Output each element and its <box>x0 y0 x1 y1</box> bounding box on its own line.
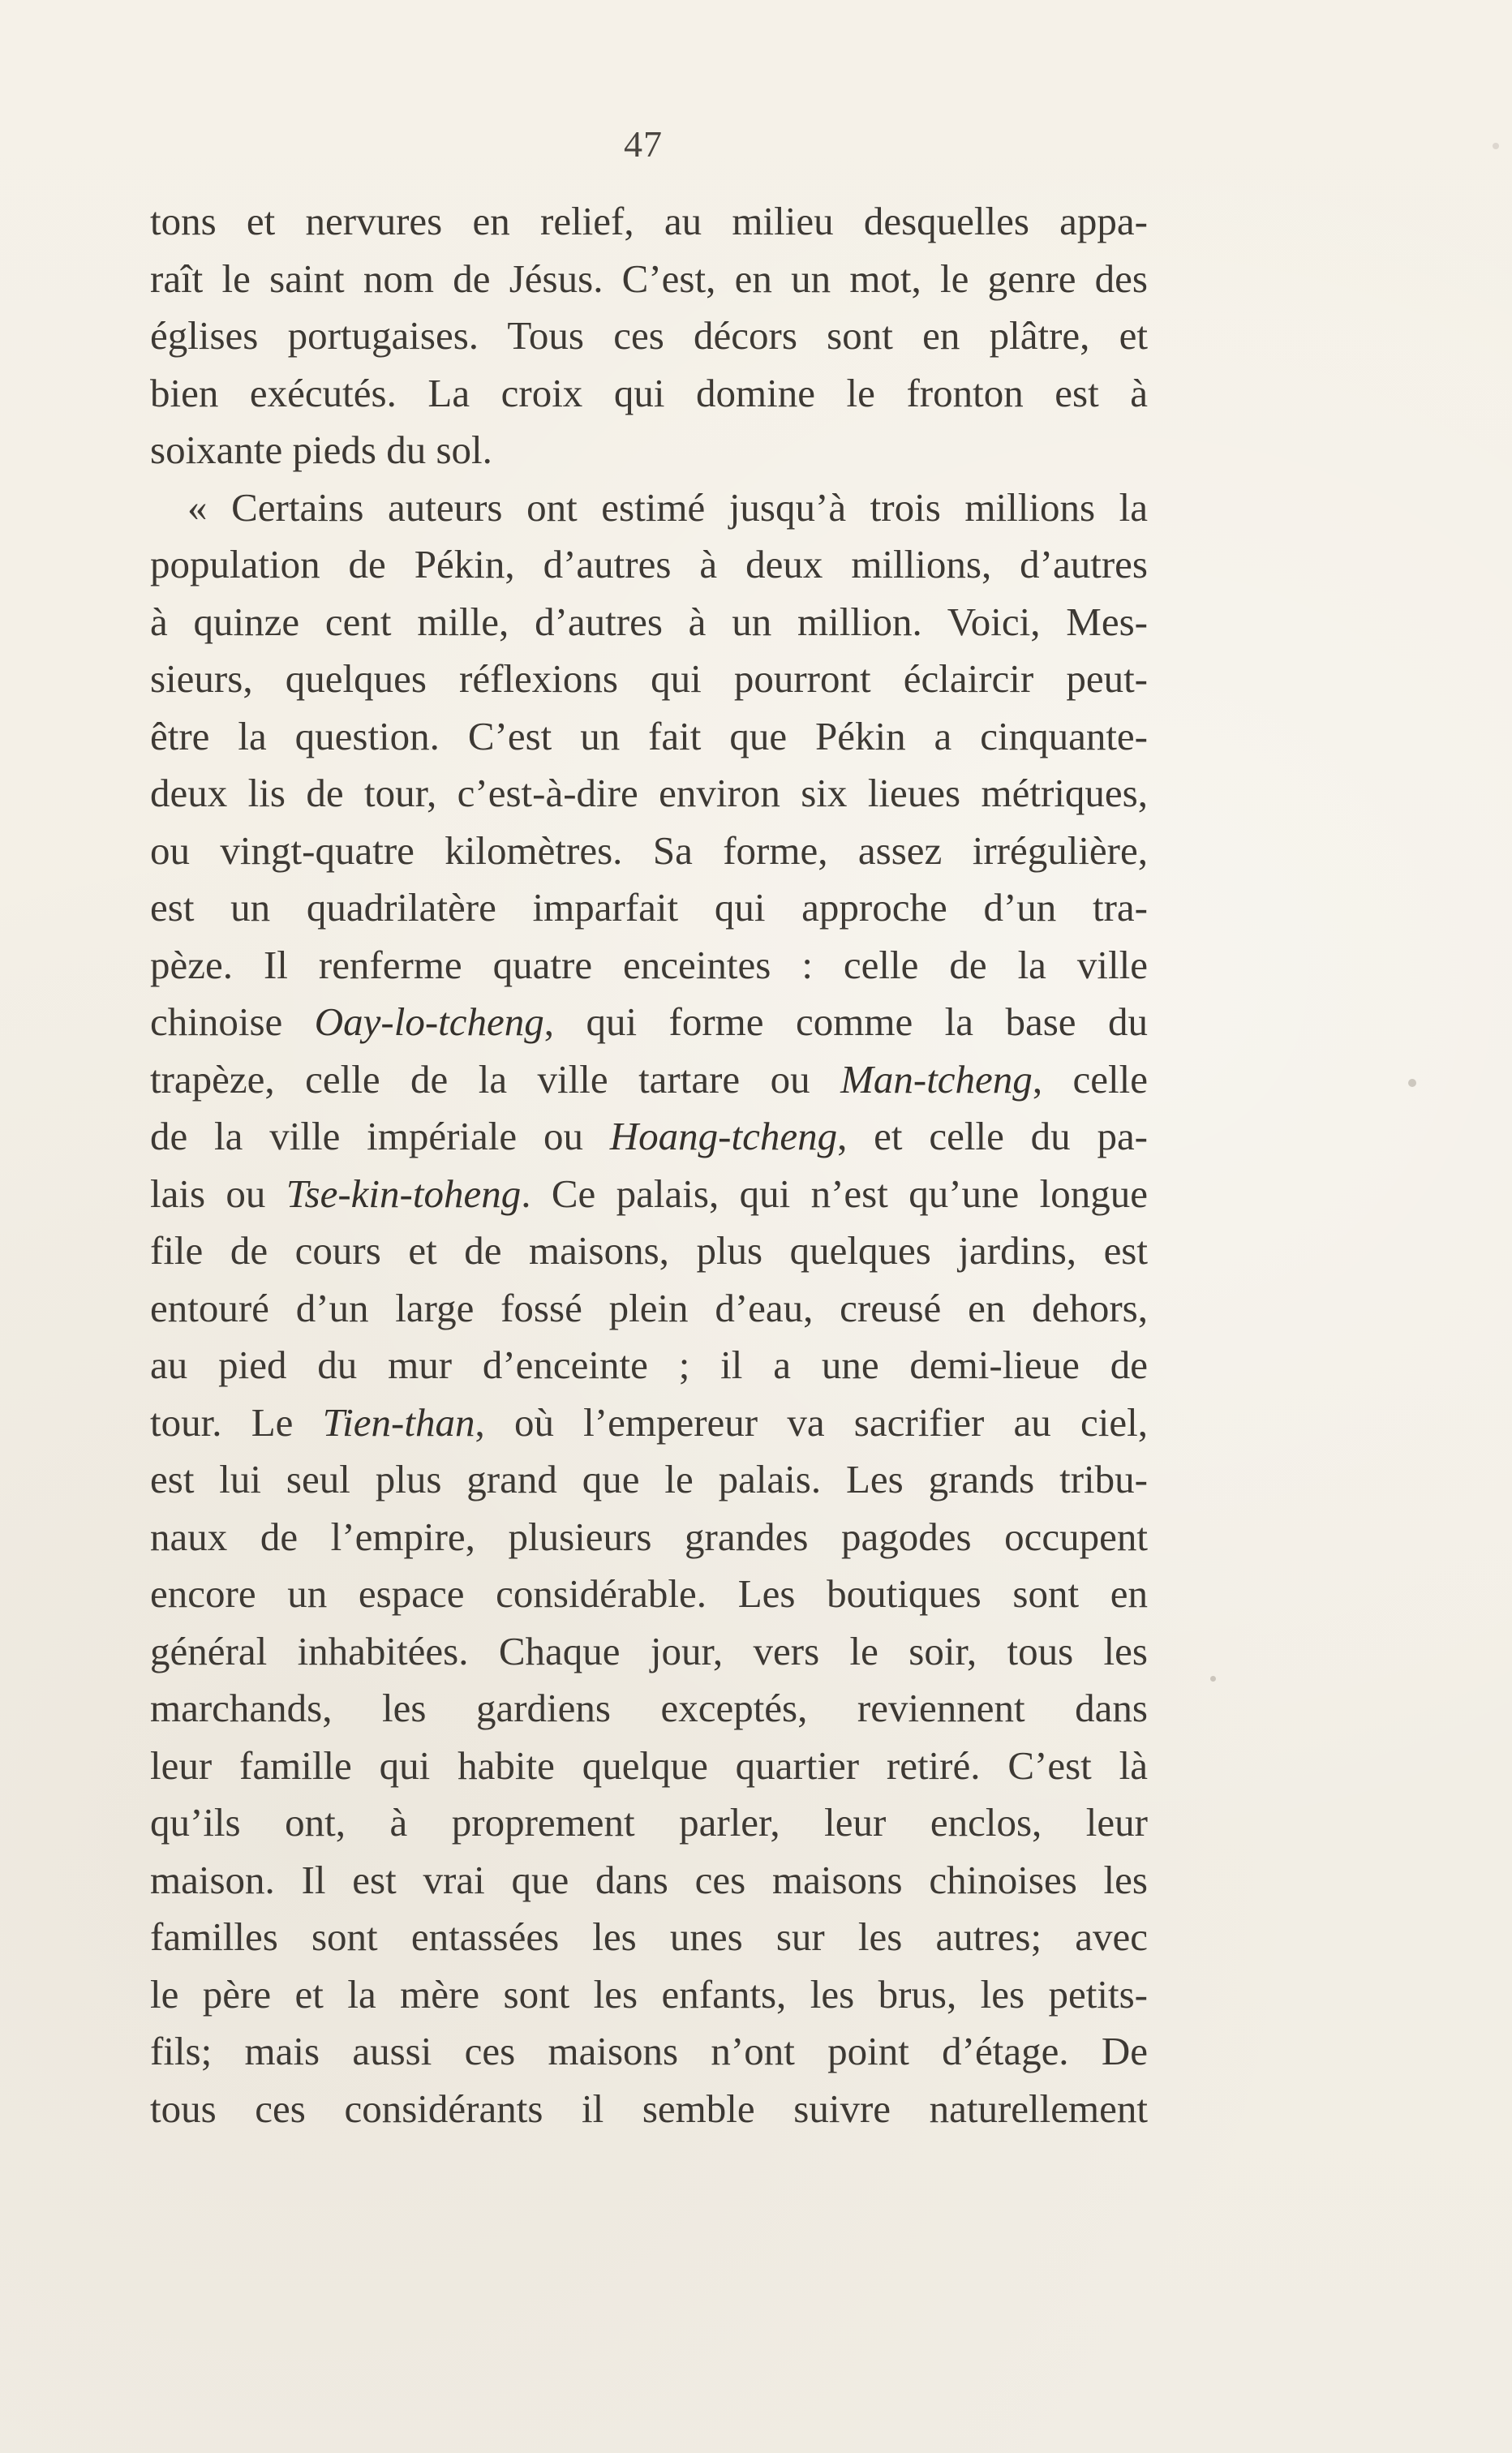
text-line <box>150 1509 1148 1566</box>
text-run: tous ces considérants il semble suivre naturellement <box>150 2086 1148 2131</box>
text-run: églises portugaises. Tous ces décors sont en plâtre, et <box>150 313 1148 358</box>
text-line <box>150 1166 1148 1223</box>
text-run: lais ou <box>150 1171 286 1216</box>
text-line <box>150 1852 1148 1910</box>
text-line <box>150 2023 1148 2081</box>
text-run: trapèze, celle de la ville tartare ou <box>150 1056 841 1102</box>
paper-speck <box>1210 1676 1216 1682</box>
text-line <box>150 1909 1148 1966</box>
text-line <box>150 1451 1148 1509</box>
text-line <box>150 1222 1148 1280</box>
text-line <box>150 879 1148 937</box>
text-line <box>150 365 1148 423</box>
text-line <box>150 1680 1148 1738</box>
text-line <box>150 479 1148 537</box>
text-line <box>150 1623 1148 1681</box>
text-run: est un quadrilatère imparfait qui approche d’un tra- <box>150 885 1148 930</box>
italic-term: Tse-kin-toheng <box>286 1171 522 1216</box>
italic-term: Tien-than <box>322 1399 475 1445</box>
text-line <box>150 594 1148 651</box>
text-line <box>150 1337 1148 1394</box>
text-run: à quinze cent mille, d’autres à un million. Voici, Mes- <box>150 599 1148 644</box>
text-line <box>150 994 1148 1051</box>
text-run: ou vingt-quatre kilomètres. Sa forme, assez irrégulière, <box>150 827 1148 873</box>
text-line <box>150 1966 1148 2024</box>
body-text <box>150 193 1148 2137</box>
italic-term: Hoang-tcheng <box>609 1114 838 1158</box>
text-line <box>150 823 1148 880</box>
paper-speck <box>1493 143 1499 149</box>
text-line <box>150 1794 1148 1852</box>
text-line <box>150 1738 1148 1795</box>
text-run: tons et nervures en relief, au milieu desquelles appa- <box>150 199 1148 243</box>
text-run: au pied du mur d’enceinte ; il a une demi-lieue de <box>150 1342 1148 1387</box>
text-run: leur famille qui habite quelque quartier retiré. C’est là <box>150 1742 1148 1788</box>
italic-term: Man-tcheng <box>840 1056 1033 1102</box>
text-run: , qui forme comme la base du <box>543 999 1148 1044</box>
text-line <box>150 1051 1148 1109</box>
text-run: , et celle du pa- <box>837 1114 1148 1158</box>
text-run: population de Pékin, d’autres à deux millions, d’autres <box>150 542 1148 586</box>
text-run: maison. Il est vrai que dans ces maisons chinoises les <box>150 1857 1148 1902</box>
text-run: qu’ils ont, à proprement parler, leur enclos, leur <box>150 1800 1148 1845</box>
text-run: sieurs, quelques réflexions qui pourront éclaircir peut- <box>150 656 1148 701</box>
text-run: raît le saint nom de Jésus. C’est, en un mot, le genre des <box>150 256 1148 301</box>
text-line <box>150 1566 1148 1623</box>
page-number: 47 <box>624 123 663 165</box>
text-run: , où l’empereur va sacrifier au ciel, <box>475 1399 1148 1445</box>
paper-speck <box>1408 1079 1416 1087</box>
text-line <box>150 307 1148 365</box>
text-run: pèze. Il renferme quatre enceintes : celle de la ville <box>150 942 1148 987</box>
text-line <box>150 422 1148 479</box>
text-run: est lui seul plus grand que le palais. Les grands tribu- <box>150 1457 1148 1501</box>
text-run: tour. Le <box>150 1399 323 1445</box>
text-run: . Ce palais, qui n’est qu’une longue <box>521 1171 1148 1216</box>
text-line <box>150 1394 1148 1452</box>
text-line <box>150 765 1148 823</box>
text-run: entouré d’un large fossé plein d’eau, creusé en dehors, <box>150 1285 1148 1330</box>
text-run: général inhabitées. Chaque jour, vers le soir, tous les <box>150 1628 1148 1673</box>
text-run: bien exécutés. La croix qui domine le fronton est à <box>150 370 1148 415</box>
text-run: chinoise <box>150 999 315 1044</box>
text-run: être la question. C’est un fait que Pékin a cinquante- <box>150 713 1148 758</box>
text-run: deux lis de tour, c’est-à-dire environ six lieues métriques, <box>150 771 1148 815</box>
text-line <box>150 2081 1148 2138</box>
text-line <box>150 937 1148 995</box>
text-line <box>150 651 1148 708</box>
text-run: de la ville impériale ou <box>150 1114 610 1158</box>
text-run: , celle <box>1032 1056 1148 1102</box>
text-line <box>150 251 1148 308</box>
text-run: fils; mais aussi ces maisons n’ont point d’étage. De <box>150 2029 1148 2073</box>
text-line <box>150 708 1148 766</box>
text-run: encore un espace considérable. Les boutiques sont en <box>150 1571 1148 1616</box>
text-line <box>150 536 1148 594</box>
text-run: file de cours et de maisons, plus quelques jardins, est <box>150 1228 1148 1273</box>
text-line <box>150 193 1148 251</box>
text-run: marchands, les gardiens exceptés, reviennent dans <box>150 1686 1148 1730</box>
italic-term: Oay-lo-tcheng <box>314 999 544 1044</box>
text-line <box>150 1108 1148 1166</box>
text-run: naux de l’empire, plusieurs grandes pagodes occupent <box>150 1514 1148 1559</box>
text-run: le père et la mère sont les enfants, les brus, les petits- <box>150 1971 1148 2017</box>
text-run: familles sont entassées les unes sur les autres; avec <box>150 1914 1148 1959</box>
text-run: « Certains auteurs ont estimé jusqu’à trois millions la <box>187 484 1148 530</box>
text-run: soixante pieds du sol. <box>150 427 492 472</box>
text-line <box>150 1280 1148 1338</box>
